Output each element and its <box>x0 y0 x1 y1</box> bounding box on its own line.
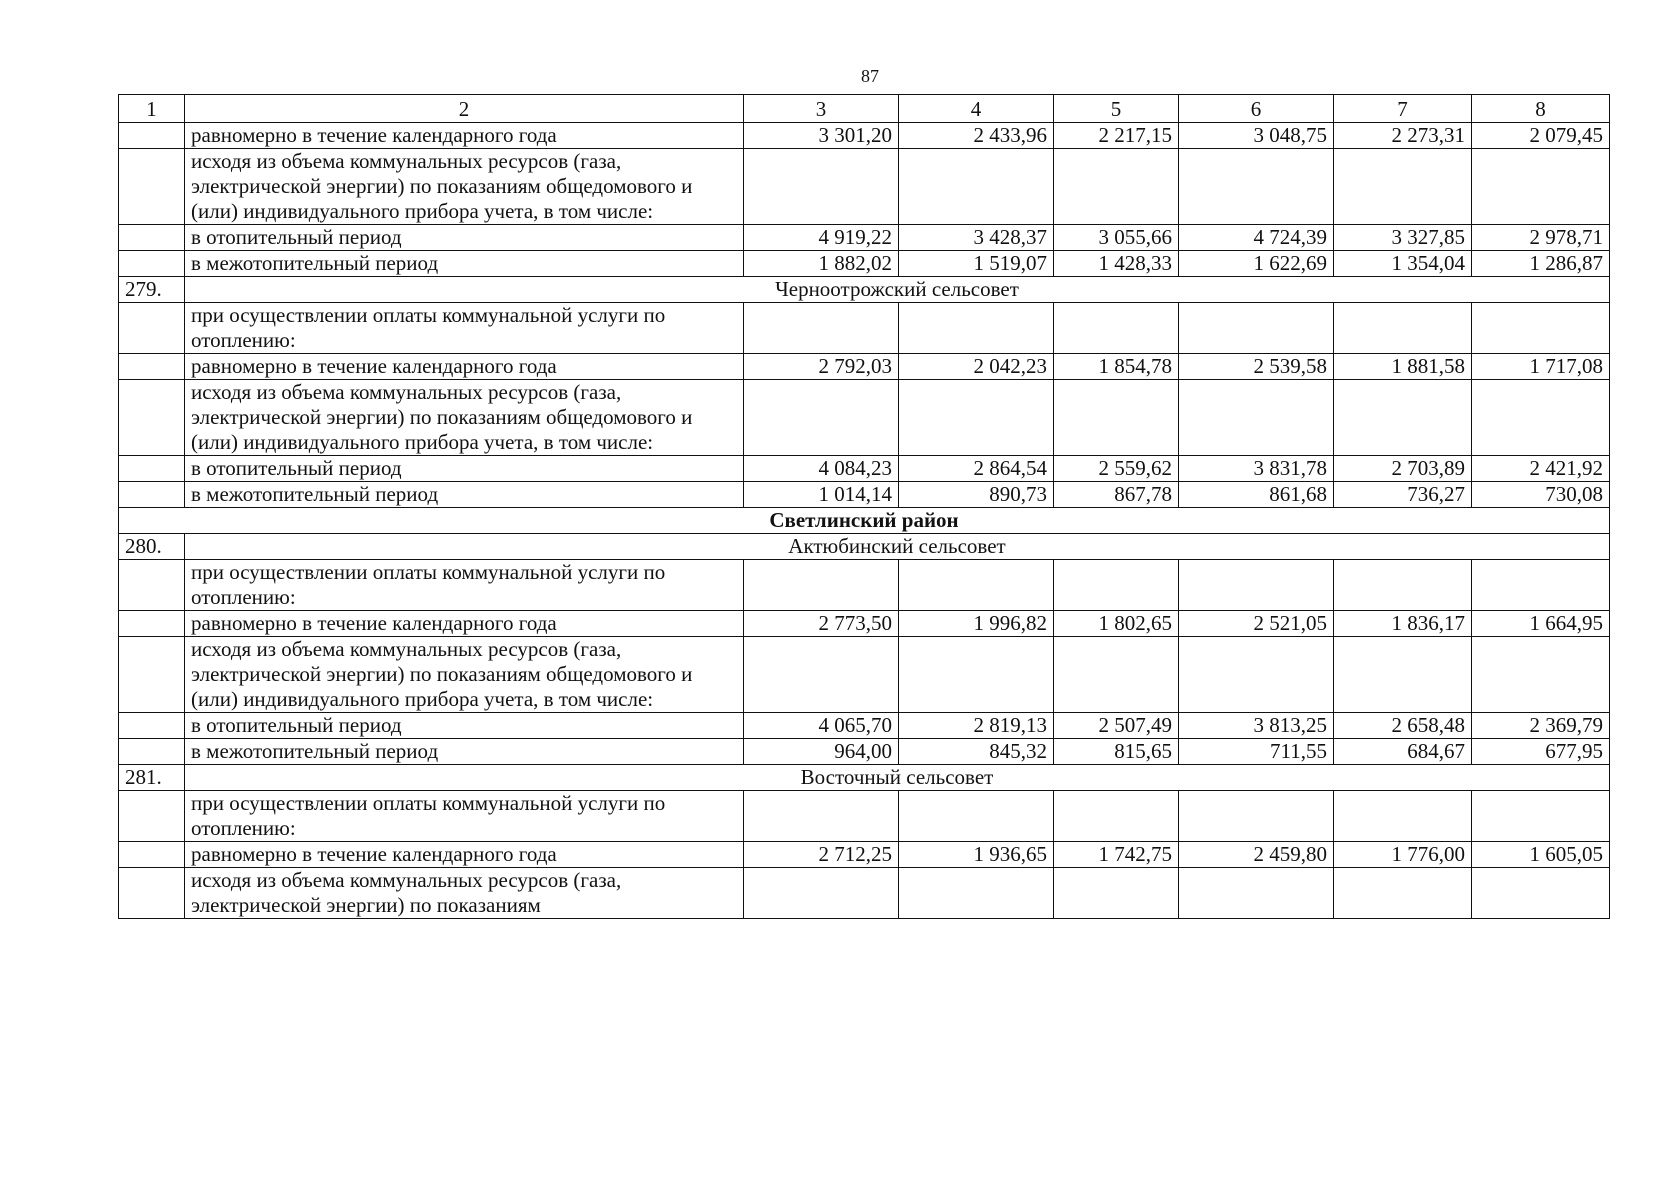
index-cell <box>119 123 185 149</box>
settlement-row <box>119 765 1610 791</box>
value-cell <box>1334 637 1472 713</box>
value-cell: 2 079,45 <box>1472 123 1610 149</box>
value-cell: 2 217,15 <box>1054 123 1179 149</box>
district-row <box>119 508 1610 534</box>
value-cell: 1 605,05 <box>1472 842 1610 868</box>
index-cell <box>119 637 185 713</box>
value-cell: 4 919,22 <box>744 225 899 251</box>
settlement-name: Восточный сельсовет <box>185 765 1610 791</box>
value-cell: 845,32 <box>899 739 1054 765</box>
value-cell: 4 084,23 <box>744 456 899 482</box>
value-cell <box>1179 637 1334 713</box>
value-cell <box>1054 149 1179 225</box>
value-cell: 1 014,14 <box>744 482 899 508</box>
value-cell <box>1334 868 1472 919</box>
value-cell: 3 048,75 <box>1179 123 1334 149</box>
value-cell <box>1179 380 1334 456</box>
value-cell <box>1334 560 1472 611</box>
value-cell: 2 042,23 <box>899 354 1054 380</box>
value-cell <box>1179 303 1334 354</box>
value-cell <box>1054 560 1179 611</box>
value-cell <box>744 637 899 713</box>
value-cell: 1 717,08 <box>1472 354 1610 380</box>
description-cell: при осуществлении оплаты коммунальной услуги по отоплению: <box>185 791 744 842</box>
index-cell <box>119 482 185 508</box>
row-number: 279. <box>119 277 185 303</box>
table-row <box>119 791 1610 842</box>
column-number: 6 <box>1179 95 1334 123</box>
value-cell: 2 369,79 <box>1472 713 1610 739</box>
index-cell <box>119 560 185 611</box>
column-number: 8 <box>1472 95 1610 123</box>
value-cell <box>1472 637 1610 713</box>
description-cell: при осуществлении оплаты коммунальной услуги по отоплению: <box>185 560 744 611</box>
row-number: 281. <box>119 765 185 791</box>
value-cell <box>1179 791 1334 842</box>
description-cell: в отопительный период <box>185 456 744 482</box>
value-cell: 1 881,58 <box>1334 354 1472 380</box>
value-cell: 2 421,92 <box>1472 456 1610 482</box>
value-cell: 867,78 <box>1054 482 1179 508</box>
value-cell: 890,73 <box>899 482 1054 508</box>
value-cell: 1 802,65 <box>1054 611 1179 637</box>
table-row <box>119 251 1610 277</box>
settlement-name: Актюбинский сельсовет <box>185 534 1610 560</box>
value-cell: 2 507,49 <box>1054 713 1179 739</box>
index-cell <box>119 713 185 739</box>
value-cell: 2 559,62 <box>1054 456 1179 482</box>
row-number: 280. <box>119 534 185 560</box>
index-cell <box>119 149 185 225</box>
value-cell <box>1054 868 1179 919</box>
value-cell: 730,08 <box>1472 482 1610 508</box>
value-cell: 815,65 <box>1054 739 1179 765</box>
value-cell: 4 724,39 <box>1179 225 1334 251</box>
value-cell <box>1179 868 1334 919</box>
value-cell: 4 065,70 <box>744 713 899 739</box>
index-cell <box>119 380 185 456</box>
value-cell: 2 864,54 <box>899 456 1054 482</box>
index-cell <box>119 303 185 354</box>
value-cell <box>1179 149 1334 225</box>
description-cell: в межотопительный период <box>185 739 744 765</box>
value-cell <box>1472 560 1610 611</box>
value-cell: 2 712,25 <box>744 842 899 868</box>
table-row <box>119 842 1610 868</box>
value-cell: 711,55 <box>1179 739 1334 765</box>
value-cell: 1 428,33 <box>1054 251 1179 277</box>
description-cell: исходя из объема коммунальных ресурсов (газа, электрической энергии) по показаниям <box>185 868 744 919</box>
value-cell: 3 301,20 <box>744 123 899 149</box>
value-cell: 2 703,89 <box>1334 456 1472 482</box>
value-cell <box>1054 380 1179 456</box>
value-cell: 1 519,07 <box>899 251 1054 277</box>
value-cell <box>744 149 899 225</box>
table-row <box>119 303 1610 354</box>
description-cell: равномерно в течение календарного года <box>185 123 744 149</box>
column-number: 5 <box>1054 95 1179 123</box>
value-cell: 2 433,96 <box>899 123 1054 149</box>
value-cell <box>744 868 899 919</box>
description-cell: исходя из объема коммунальных ресурсов (газа, электрической энергии) по показаниям общедомового и (или) индивидуального прибора учета, в том числе: <box>185 637 744 713</box>
value-cell <box>899 868 1054 919</box>
value-cell: 1 354,04 <box>1334 251 1472 277</box>
settlement-row <box>119 277 1610 303</box>
value-cell: 2 819,13 <box>899 713 1054 739</box>
description-cell: равномерно в течение календарного года <box>185 354 744 380</box>
table-row <box>119 354 1610 380</box>
index-cell <box>119 225 185 251</box>
column-number-row <box>119 95 1610 123</box>
value-cell: 736,27 <box>1334 482 1472 508</box>
index-cell <box>119 868 185 919</box>
value-cell: 677,95 <box>1472 739 1610 765</box>
settlement-name: Черноотрожский сельсовет <box>185 277 1610 303</box>
table-row <box>119 560 1610 611</box>
value-cell <box>1472 303 1610 354</box>
tariff-table <box>118 94 1610 919</box>
value-cell: 1 776,00 <box>1334 842 1472 868</box>
value-cell <box>744 791 899 842</box>
value-cell: 1 664,95 <box>1472 611 1610 637</box>
table-row <box>119 225 1610 251</box>
index-cell <box>119 739 185 765</box>
value-cell: 2 792,03 <box>744 354 899 380</box>
value-cell: 1 854,78 <box>1054 354 1179 380</box>
value-cell: 3 813,25 <box>1179 713 1334 739</box>
value-cell: 2 521,05 <box>1179 611 1334 637</box>
value-cell <box>1334 303 1472 354</box>
description-cell: равномерно в течение календарного года <box>185 842 744 868</box>
table-row <box>119 637 1610 713</box>
value-cell: 2 273,31 <box>1334 123 1472 149</box>
value-cell: 861,68 <box>1179 482 1334 508</box>
column-number: 4 <box>899 95 1054 123</box>
index-cell <box>119 791 185 842</box>
column-number: 3 <box>744 95 899 123</box>
table-row <box>119 123 1610 149</box>
value-cell <box>1334 149 1472 225</box>
value-cell <box>1179 560 1334 611</box>
value-cell <box>744 560 899 611</box>
value-cell <box>899 791 1054 842</box>
value-cell <box>1472 791 1610 842</box>
page-number: 87 <box>861 66 879 86</box>
value-cell <box>1472 149 1610 225</box>
value-cell <box>899 637 1054 713</box>
value-cell: 684,67 <box>1334 739 1472 765</box>
index-cell <box>119 251 185 277</box>
district-name: Светлинский район <box>119 508 1610 534</box>
value-cell: 3 831,78 <box>1179 456 1334 482</box>
value-cell <box>899 303 1054 354</box>
column-number: 1 <box>119 95 185 123</box>
value-cell: 2 459,80 <box>1179 842 1334 868</box>
description-cell: в межотопительный период <box>185 251 744 277</box>
table-row <box>119 739 1610 765</box>
value-cell <box>899 149 1054 225</box>
table-body <box>119 95 1610 919</box>
value-cell <box>899 380 1054 456</box>
value-cell: 2 539,58 <box>1179 354 1334 380</box>
value-cell: 2 658,48 <box>1334 713 1472 739</box>
value-cell <box>1334 380 1472 456</box>
value-cell <box>1472 868 1610 919</box>
value-cell: 964,00 <box>744 739 899 765</box>
value-cell: 1 286,87 <box>1472 251 1610 277</box>
value-cell <box>899 560 1054 611</box>
table-row <box>119 868 1610 919</box>
index-cell <box>119 842 185 868</box>
value-cell <box>1054 791 1179 842</box>
column-number: 7 <box>1334 95 1472 123</box>
value-cell: 1 742,75 <box>1054 842 1179 868</box>
table-row <box>119 456 1610 482</box>
value-cell: 2 978,71 <box>1472 225 1610 251</box>
description-cell: исходя из объема коммунальных ресурсов (газа, электрической энергии) по показаниям общедомового и (или) индивидуального прибора учета, в том числе: <box>185 149 744 225</box>
value-cell <box>744 303 899 354</box>
column-number: 2 <box>185 95 744 123</box>
table-row <box>119 149 1610 225</box>
value-cell <box>1472 380 1610 456</box>
value-cell: 2 773,50 <box>744 611 899 637</box>
description-cell: в межотопительный период <box>185 482 744 508</box>
index-cell <box>119 354 185 380</box>
value-cell <box>1054 303 1179 354</box>
table-row <box>119 380 1610 456</box>
description-cell: при осуществлении оплаты коммунальной услуги по отоплению: <box>185 303 744 354</box>
table-row <box>119 713 1610 739</box>
index-cell <box>119 456 185 482</box>
value-cell <box>1334 791 1472 842</box>
value-cell: 1 936,65 <box>899 842 1054 868</box>
settlement-row <box>119 534 1610 560</box>
description-cell: в отопительный период <box>185 713 744 739</box>
table-row <box>119 611 1610 637</box>
value-cell: 1 882,02 <box>744 251 899 277</box>
index-cell <box>119 611 185 637</box>
value-cell: 3 327,85 <box>1334 225 1472 251</box>
value-cell: 1 996,82 <box>899 611 1054 637</box>
value-cell <box>1054 637 1179 713</box>
description-cell: в отопительный период <box>185 225 744 251</box>
value-cell: 3 055,66 <box>1054 225 1179 251</box>
description-cell: исходя из объема коммунальных ресурсов (газа, электрической энергии) по показаниям общедомового и (или) индивидуального прибора учета, в том числе: <box>185 380 744 456</box>
table-row <box>119 482 1610 508</box>
value-cell: 1 836,17 <box>1334 611 1472 637</box>
value-cell: 3 428,37 <box>899 225 1054 251</box>
description-cell: равномерно в течение календарного года <box>185 611 744 637</box>
value-cell <box>744 380 899 456</box>
value-cell: 1 622,69 <box>1179 251 1334 277</box>
